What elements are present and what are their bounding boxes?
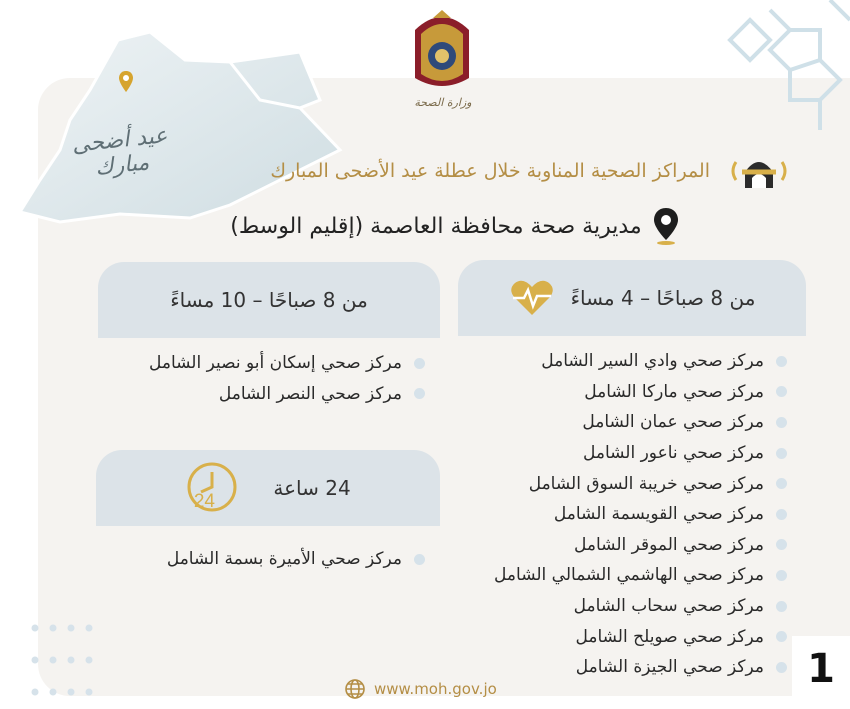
list-item	[494, 346, 787, 377]
group-b-list	[149, 348, 425, 409]
list-item	[494, 621, 787, 652]
geometric-pattern	[710, 0, 850, 130]
list-item	[494, 407, 787, 438]
bullet	[776, 539, 787, 550]
center-name: مركز صحي النصر الشامل	[218, 383, 402, 404]
center-name: مركز صحي ناعور الشامل	[582, 443, 764, 464]
bullet	[776, 478, 787, 489]
website-link[interactable]: www.moh.gov.jo	[374, 680, 497, 698]
group-a-hours: من 8 صباحًا – 4 مساءً	[570, 286, 756, 310]
list-item	[149, 348, 425, 379]
page-number: 1	[792, 636, 850, 702]
clock-24-label: 24	[194, 491, 216, 512]
center-name: مركز صحي إسكان أبو نصير الشامل	[148, 353, 402, 374]
bullet	[776, 570, 787, 581]
heartbeat-icon	[509, 278, 555, 318]
center-name: مركز صحي ماركا الشامل	[584, 381, 764, 402]
group-c-list	[167, 544, 425, 575]
list-item	[149, 379, 425, 410]
directorate-subtitle: مديرية صحة محافظة العاصمة (إقليم الوسط)	[230, 213, 642, 239]
group-a-header	[458, 260, 806, 336]
subtitle-row	[200, 204, 710, 248]
title-row	[220, 150, 790, 192]
bullet	[776, 631, 787, 642]
list-item	[494, 591, 787, 622]
center-name: مركز صحي عمان الشامل	[582, 412, 764, 433]
center-name: مركز صحي الأميرة بسمة الشامل	[166, 549, 402, 570]
center-name: مركز صحي الهاشمي الشمالي الشامل	[494, 565, 764, 586]
bullet	[776, 509, 787, 520]
bullet	[776, 662, 787, 673]
page-title: المراكز الصحية المناوبة خلال عطلة عيد الأضحى المبارك	[270, 160, 710, 182]
group-b-header	[98, 262, 440, 338]
eid-calligraphy: عيد أضحى مبارك	[70, 123, 169, 181]
bullet	[776, 417, 787, 428]
bullet	[776, 386, 787, 397]
footer	[344, 676, 497, 702]
center-name: مركز صحي وادي السير الشامل	[541, 351, 764, 372]
group-b-hours: من 8 صباحًا – 10 مساءً	[170, 288, 368, 312]
group-c-hours: 24 ساعة	[273, 476, 351, 500]
center-name: مركز صحي صويلح الشامل	[575, 626, 764, 647]
ministry-name: وزارة الصحة	[414, 96, 472, 109]
list-item	[494, 560, 787, 591]
list-item	[494, 438, 787, 469]
bullet	[414, 358, 425, 369]
coat-of-arms-emblem	[405, 8, 479, 94]
mosque-dome-icon	[728, 150, 790, 192]
bullet	[776, 356, 787, 367]
group-a-list	[494, 346, 787, 683]
center-name: مركز صحي سحاب الشامل	[573, 596, 764, 617]
center-name: مركز صحي القويسمة الشامل	[553, 504, 764, 525]
map-pin-icon	[118, 70, 134, 100]
list-item	[494, 377, 787, 408]
bullet	[414, 554, 425, 565]
globe-icon	[344, 678, 366, 700]
bullet	[776, 448, 787, 459]
list-item	[494, 530, 787, 561]
list-item	[494, 652, 787, 683]
center-name: مركز صحي الجيزة الشامل	[575, 657, 764, 678]
bullet	[414, 388, 425, 399]
group-c-header	[96, 450, 440, 526]
clock-24-icon	[185, 460, 243, 516]
bullet	[776, 601, 787, 612]
location-pin-icon	[652, 206, 680, 246]
center-name: مركز صحي خريبة السوق الشامل	[528, 473, 764, 494]
center-name: مركز صحي الموقر الشامل	[574, 534, 764, 555]
list-item	[494, 468, 787, 499]
list-item	[494, 499, 787, 530]
dot-grid-decoration	[30, 620, 100, 700]
list-item	[167, 544, 425, 575]
